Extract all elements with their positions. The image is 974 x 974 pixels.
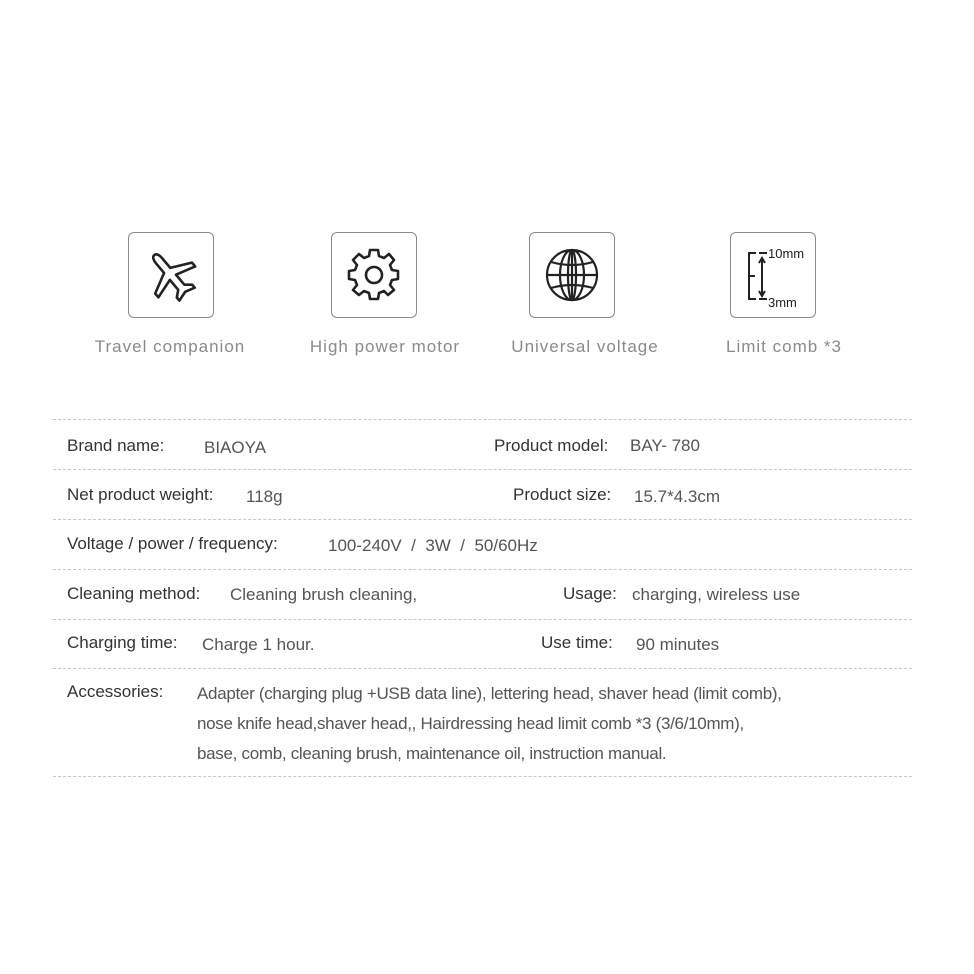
charging-time-label: Charging time: [67,633,178,652]
product-size-label: Product size: [513,485,612,504]
cleaning-method-value: Cleaning brush cleaning, [230,585,418,604]
brand-name-label: Brand name: [67,436,165,455]
usage-value: charging, wireless use [632,585,801,604]
cleaning-method-label: Cleaning method: [67,584,201,603]
product-size-value: 15.7*4.3cm [634,487,720,506]
airplane-icon [141,245,201,305]
divider [53,469,912,470]
comb-icon-bottom-text: 3mm [768,295,797,310]
feature-comb-box [730,232,816,318]
voltage-label: Voltage / power / frequency: [67,534,278,553]
accessories-line: Adapter (charging plug +USB data line), lettering head, shaver head (limit comb), [197,684,782,703]
brand-name-value: BIAOYA [204,438,267,457]
comb-icon-top-text: 10mm [768,246,805,261]
feature-motor-box [331,232,417,318]
net-weight-label: Net product weight: [67,485,214,504]
voltage-value: 100-240V / 3W / 50/60Hz [328,536,538,555]
accessories-line: base, comb, cleaning brush, maintenance oil, instruction manual. [197,744,667,763]
divider [53,776,912,777]
feature-travel-box [128,232,214,318]
use-time-label: Use time: [541,633,613,652]
feature-label-voltage: Universal voltage [511,337,659,356]
accessories-line: nose knife head,shaver head,, Hairdressing head limit comb *3 (3/6/10mm), [197,714,744,733]
divider [53,519,912,520]
divider [53,569,912,570]
divider [53,668,912,669]
feature-label-comb: Limit comb *3 [726,337,842,356]
net-weight-value: 118g [246,487,283,506]
usage-label: Usage: [563,584,617,603]
product-model-value: BAY- 780 [630,436,700,455]
charging-time-value: Charge 1 hour. [202,635,315,654]
globe-icon [543,246,601,304]
limit-comb-icon [733,235,813,315]
gear-icon [347,248,401,302]
divider [53,419,912,420]
accessories-label: Accessories: [67,682,164,701]
feature-label-travel: Travel companion [94,337,246,356]
feature-voltage-box [529,232,615,318]
product-model-label: Product model: [494,436,609,455]
use-time-value: 90 minutes [636,635,720,654]
feature-label-motor: High power motor [309,337,461,356]
divider [53,619,912,620]
